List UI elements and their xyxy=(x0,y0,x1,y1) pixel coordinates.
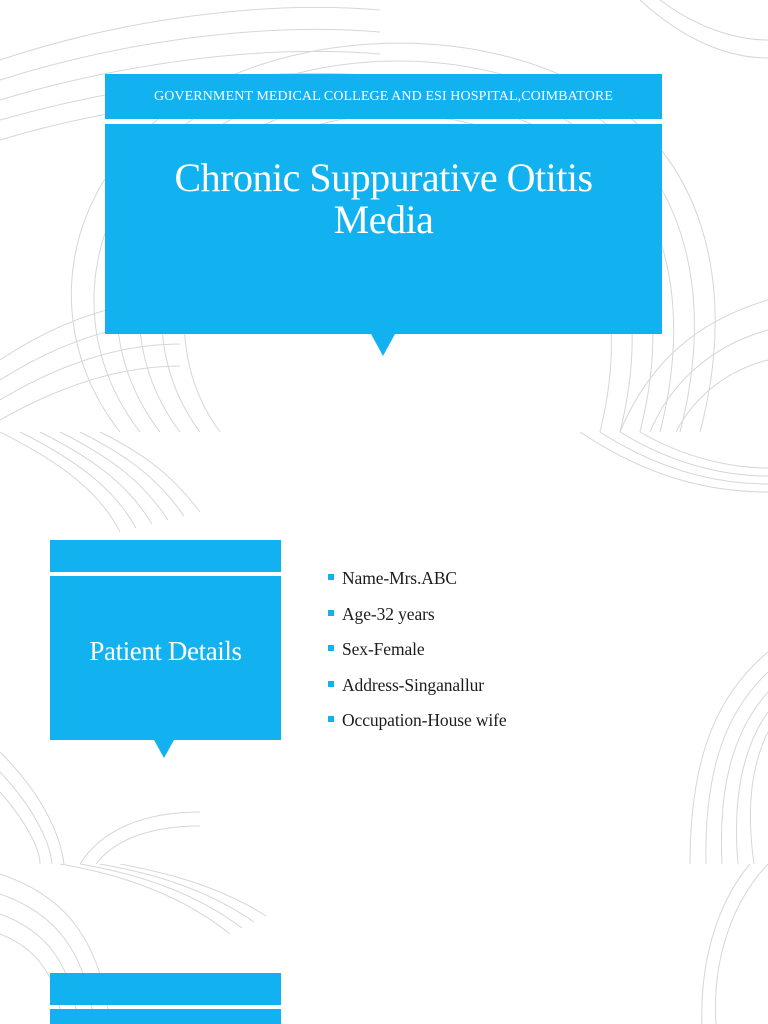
list-item: Age-32 years xyxy=(328,604,507,640)
bullet-square-icon xyxy=(328,716,334,722)
bullet-square-icon xyxy=(328,681,334,687)
list-item: Sex-Female xyxy=(328,639,507,675)
list-item: Name-Mrs.ABC xyxy=(328,568,507,604)
slide-1 xyxy=(0,0,768,432)
title-box xyxy=(105,124,662,334)
bullet-square-icon xyxy=(328,574,334,580)
title-line-1: Chronic Suppurative Otitis xyxy=(174,155,593,200)
section-top-bar xyxy=(50,973,281,1005)
title-box-pointer xyxy=(371,334,395,356)
section-title-box xyxy=(50,1009,281,1024)
section-title: Patient Details xyxy=(89,636,242,666)
section-top-bar xyxy=(50,540,281,572)
bullet-square-icon xyxy=(328,645,334,651)
slide-3 xyxy=(0,864,768,1024)
header-band xyxy=(105,74,662,119)
list-item: Occupation-House wife xyxy=(328,710,507,746)
slide-title xyxy=(105,157,662,241)
list-item: Address-Singanallur xyxy=(328,675,507,711)
section-box-pointer xyxy=(154,740,174,758)
slide-2 xyxy=(0,432,768,864)
patient-details-list xyxy=(328,568,507,746)
section-title-box xyxy=(50,576,281,740)
title-line-2: Media xyxy=(333,197,434,242)
bullet-square-icon xyxy=(328,610,334,616)
institution-name: GOVERNMENT MEDICAL COLLEGE AND ESI HOSPITAL,COIMBATORE xyxy=(153,88,614,104)
